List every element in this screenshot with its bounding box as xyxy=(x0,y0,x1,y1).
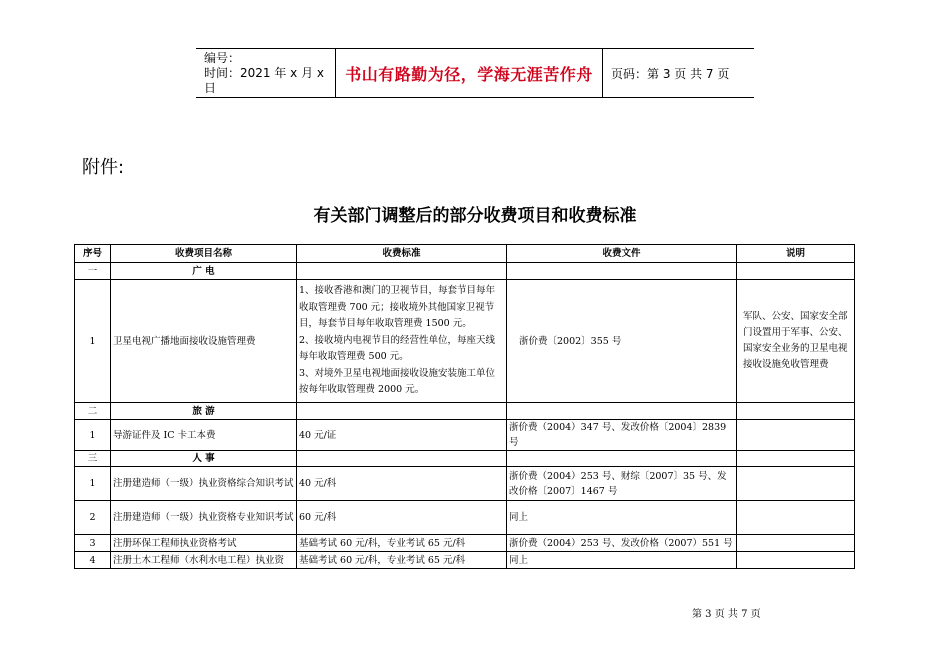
row-doc: 同上 xyxy=(507,552,737,569)
section-name: 广 电 xyxy=(111,263,297,280)
header-doc: 收费文件 xyxy=(507,245,737,263)
document-title: 有关部门调整后的部分收费项目和收费标准 xyxy=(313,206,637,226)
table-row xyxy=(75,552,855,569)
row-doc: 浙价费（2004）253 号、发改价格（2007）551 号 xyxy=(507,535,737,552)
section-row xyxy=(75,451,855,467)
row-no: 1 xyxy=(75,420,111,451)
section-no: 一 xyxy=(75,263,111,280)
table-row xyxy=(75,467,855,501)
section-no: 二 xyxy=(75,403,111,420)
empty-cell xyxy=(507,403,737,420)
table-row xyxy=(75,535,855,552)
row-no: 2 xyxy=(75,501,111,535)
section-name: 旅 游 xyxy=(111,403,297,420)
row-note: 军队、公安、国家安全部门设置用于军事、公安、国家安全业务的卫星电视接收设施免收管理费 xyxy=(737,280,855,403)
row-doc: 浙价费（2004）347 号、发改价格〔2004〕2839 号 xyxy=(507,420,737,451)
row-note xyxy=(737,501,855,535)
fee-table xyxy=(74,244,855,569)
number-label: 编号： xyxy=(204,51,241,65)
empty-cell xyxy=(737,263,855,280)
row-name: 注册建造师（一级）执业资格综合知识考试 xyxy=(111,467,297,501)
row-doc: 同上 xyxy=(507,501,737,535)
empty-cell xyxy=(507,451,737,467)
row-note xyxy=(737,535,855,552)
attachment-label: 附件: xyxy=(82,157,125,178)
row-name: 导游证件及 IC 卡工本费 xyxy=(111,420,297,451)
row-note xyxy=(737,420,855,451)
table-row xyxy=(75,420,855,451)
header-no: 序号 xyxy=(75,245,111,263)
page-footer: 第 3 页 共 7 页 xyxy=(692,609,761,620)
row-standard: 40 元/科 xyxy=(297,467,507,501)
header-meta xyxy=(196,49,336,97)
header-motto: 书山有路勤为径，学海无涯苦作舟 xyxy=(336,49,603,97)
empty-cell xyxy=(737,403,855,420)
table-row xyxy=(75,280,855,403)
row-name: 注册环保工程师执业资格考试 xyxy=(111,535,297,552)
section-row xyxy=(75,263,855,280)
header-standard: 收费标准 xyxy=(297,245,507,263)
row-no: 3 xyxy=(75,535,111,552)
header-page-code: 页码：第 3 页 共 7 页 xyxy=(611,66,730,81)
row-standard: 40 元/证 xyxy=(297,420,507,451)
row-standard: 基础考试 60 元/科，专业考试 65 元/科 xyxy=(297,535,507,552)
section-name: 人 事 xyxy=(111,451,297,467)
row-no: 1 xyxy=(75,280,111,403)
row-name: 注册建造师（一级）执业资格专业知识考试 xyxy=(111,501,297,535)
table-row xyxy=(75,501,855,535)
row-name: 注册土木工程师（水利水电工程）执业资 xyxy=(111,552,297,569)
empty-cell xyxy=(297,263,507,280)
section-row xyxy=(75,403,855,420)
row-no: 1 xyxy=(75,467,111,501)
empty-cell xyxy=(297,403,507,420)
row-standard: 60 元/科 xyxy=(297,501,507,535)
row-no: 4 xyxy=(75,552,111,569)
row-note xyxy=(737,467,855,501)
page-header xyxy=(196,48,754,98)
row-doc: 浙价费（2004）253 号、财综〔2007〕35 号、发改价格〔2007〕1467 号 xyxy=(507,467,737,501)
row-note xyxy=(737,552,855,569)
empty-cell xyxy=(507,263,737,280)
row-standard: 1、接收香港和澳门的卫视节目，每套节目每年收取管理费 700 元；接收境外其他国家卫视节目，每套节目每年收取管理费 1500 元。 2、接收境内电视节目的经营性单位，每座天线每年收取管理费 500 元。 3、对境外卫星电视地面接收设施安装施工单位按每年收取管理费 2000 元。 xyxy=(297,280,507,403)
table-header-row xyxy=(75,245,855,263)
header-name: 收费项目名称 xyxy=(111,245,297,263)
section-no: 三 xyxy=(75,451,111,467)
row-standard: 基础考试 60 元/科，专业考试 65 元/科 xyxy=(297,552,507,569)
empty-cell xyxy=(737,451,855,467)
row-doc: 浙价费〔2002〕355 号 xyxy=(507,280,737,403)
time-label: 时间：2021 年 x 月 x 日 xyxy=(204,66,325,95)
row-name: 卫星电视广播地面接收设施管理费 xyxy=(111,280,297,403)
header-note: 说明 xyxy=(737,245,855,263)
empty-cell xyxy=(297,451,507,467)
